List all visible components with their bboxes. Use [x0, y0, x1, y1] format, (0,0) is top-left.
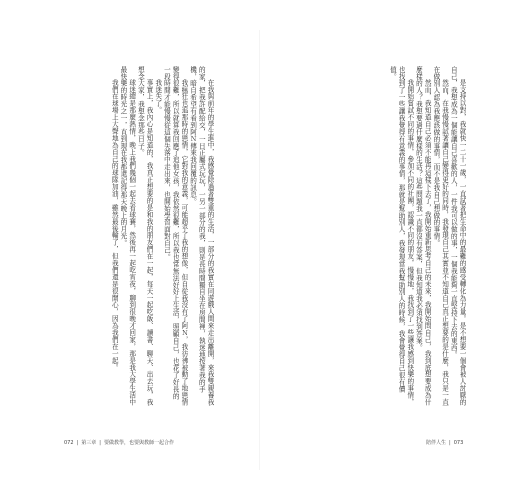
body-paragraph: 我瘋狂也追那時的戀情，它對我的意義，可能超乎了我的想像，但自從我沒有了阿Ｎ，我彷彿被動了地戀情變得很難，所以就算我回應了追他女孩，我依然很難，所以我也常無法好好上生活，照顧自己，也花了好長的一段時間才能慢慢從這個失落中走出來，也開始學習面對自己。: [162, 66, 188, 406]
body-paragraph: 然而，我知道自己必須不能再這樣下去了，我開始重新思考自己的未來，我開始問自己，我到底想要成為什麼樣的人？我想要過什麼樣的生活？這些問題我一直都沒有答案，但我知道我必須找到答案。: [414, 66, 432, 406]
running-title: 陪伴人生: [426, 440, 447, 446]
body-paragraph: 我開始嘗試不同的事情，參加不同的社團，認識不同的朋友，慢慢地，我找到了一些讓我感到快樂的事情，也找到了一些讓我覺得有意義的事情，那就是幫助別人，我發現當我幫助別人的時候，我會覺得自己很有價值。: [388, 66, 414, 406]
body-paragraph: 我迷失了。: [153, 79, 162, 114]
chapter-label: 第三章: [81, 440, 97, 446]
running-title: 要做教學，也要與教師一起合作: [103, 440, 174, 446]
body-paragraph: 我們在球場上大聲地為自己的球隊加油，雖然最後輸了，但我們還是很開心，因為我們在一起。: [110, 79, 119, 372]
page-number: 072: [64, 440, 74, 446]
body-paragraph: 球迷總是那麼熱情，晚上我們幾個一起去看球賽，然後再一起吃宵夜，聊到很晚才回家，那是我大學生活中最快樂的時光之一，直到現在我都還記得那天晚上的月光。: [118, 66, 136, 406]
page-number: 073: [453, 440, 464, 446]
body-paragraph: 是支持以對，我就快一二十一歲，一直試著把生命中的最難的感受轉化為力量。是不想要一個會被人討厭的自己，我想成為一個能讓自己喜歡的人，一件我可以做的事，一個我能夠一直堅持下去的東西。: [449, 66, 466, 406]
right-page-body: [296, 66, 466, 406]
left-page-body: [62, 66, 214, 406]
left-page-footer: 072 | 第三章 | 要做教學，也要與教師一起合作: [64, 440, 174, 446]
right-page-footer: 陪伴人生 | 073: [426, 440, 464, 446]
body-paragraph: 在我與前年的學生進中，我感覺除過著雙重的生活，一部分的我實在同遊戲人間來走出離開，來我雙親養我的家，把我許配給交，一日正屬式玩玩，一另一部分的我，則是長時間獨自坐在房間裡，執迷地按著我的手機，暗自希望有看到阿Ｎ傳來我回覆的訊息。: [188, 66, 214, 406]
body-paragraph: 事實上，我內心是知道的，我真正想要的是和我的朋友們在一起，每天一起吃飯、讀書、聊天、出去玩，我想念大家，我想念那些日子。: [136, 66, 154, 406]
body-paragraph: 然而，在我慢慢試著讓自己變得更好的同時，我發現自己其實並不知道自己真正想要的是什麼，我只是一直在做別人認為我應該做的事情，而不是我自己想做的事情。: [431, 66, 449, 406]
